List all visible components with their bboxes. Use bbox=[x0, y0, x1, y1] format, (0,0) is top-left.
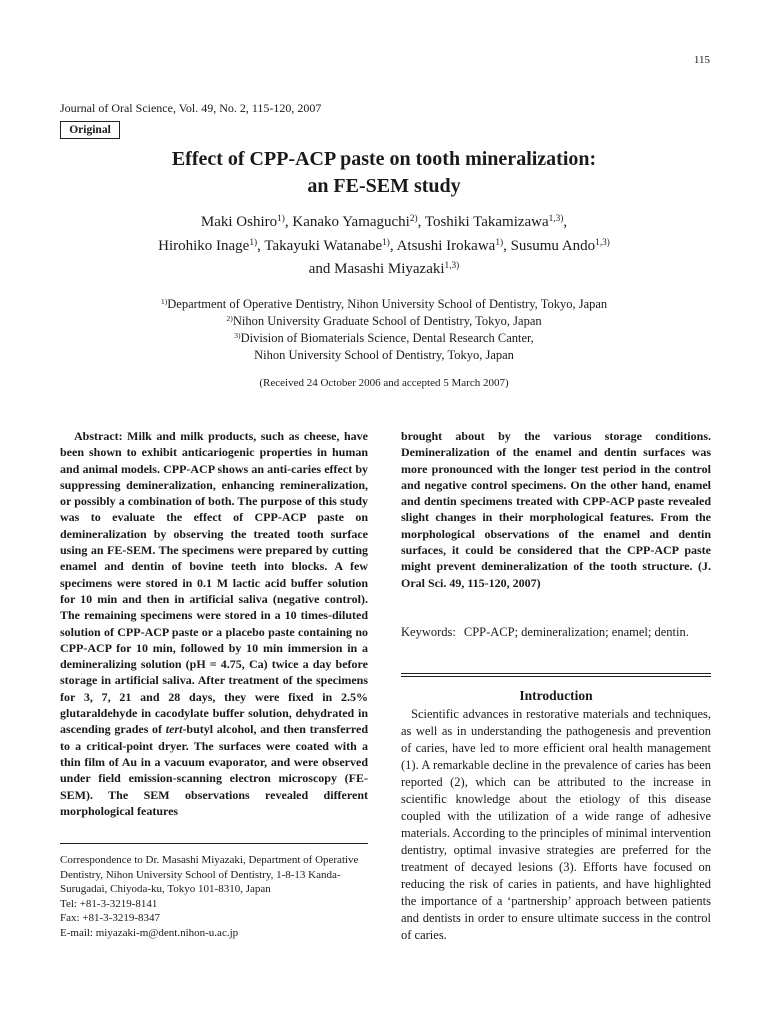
affiliation-2 bbox=[0, 313, 768, 330]
article-title bbox=[0, 146, 768, 200]
keywords-label: Keywords: bbox=[401, 625, 456, 639]
affiliation-3-cont: Nihon University School of Dentistry, Tokyo, Japan bbox=[254, 348, 514, 362]
abstract-text: Milk and milk products, such as cheese, have been shown to exhibit anticariogenic properties in human and animal models. CPP-ACP shows an anti-caries effect by suppressing demineralization, enhancing remineralization, or possibly a combination of both. The purpose of this study was to evaluate the effect of CPP-ACP paste on demineralization by observing the treated tooth surface using an FE-SEM. The specimens were prepared by cutting enamel and dentin of bovine teeth into blocks. A few specimens were stored in 0.1 M lactic acid buffer solution for 10 min and then in artificial saliva (negative control). The remaining specimens were stored in a 10 times-diluted solution of CPP-ACP paste or a placebo paste containing no CPP-ACP for 10 min, followed by 10 min immersion in a demineralizing solution (pH = 4.75, Ca) twice a day before storage in artificial saliva. After treatment of the specimens for 3, 7, 21 and 28 days, they were fixed in 2.5% glutaraldehyde in cacodylate buffer solution, dehydrated in ascending grades of bbox=[60, 429, 368, 737]
author-affil-sup: 1,3) bbox=[444, 260, 460, 271]
author-affil-sup: 1) bbox=[277, 213, 285, 224]
footnote-divider bbox=[60, 843, 368, 844]
author-affil-sup: 1) bbox=[495, 237, 504, 248]
journal-reference: Journal of Oral Science, Vol. 49, No. 2, 115-120, 2007 bbox=[60, 101, 322, 115]
author-line-1 bbox=[0, 211, 768, 235]
author-line-2 bbox=[0, 235, 768, 259]
author-affil-sup: 1,3) bbox=[595, 237, 610, 248]
affiliation-sup: 3) bbox=[234, 330, 241, 340]
title-line-1: Effect of CPP-ACP paste on tooth mineralization: bbox=[171, 148, 597, 170]
correspondence-email: E-mail: miyazaki-m@dent.nihon-u.ac.jp bbox=[60, 926, 239, 939]
affiliation-sup: 2) bbox=[226, 313, 233, 323]
title-line-2: an FE-SEM study bbox=[307, 175, 461, 197]
author-name: , Kanako Yamaguchi bbox=[284, 214, 410, 230]
abstract-continuation: brought about by the various storage conditions. Demineralization of the enamel and dentin surfaces was more pronounced with the longer test period in the control and negative control specimens. On the other hand, enamel and dentin specimens treated with CPP-ACP paste revealed slight changes in their morphological features. From the morphological observations of the enamel and dentin surfaces, it could be considered that the CPP-ACP paste might prevent demineralization of the tooth structure. (J. Oral Sci. 49, 115-120, 2007) bbox=[401, 429, 711, 590]
affiliations bbox=[0, 296, 768, 364]
abstract bbox=[60, 428, 368, 819]
keywords-value: CPP-ACP; demineralization; enamel; dentin. bbox=[463, 625, 689, 639]
correspondence-tel: Tel: +81-3-3219-8141 bbox=[60, 897, 158, 910]
affiliation-1 bbox=[0, 296, 768, 313]
author-name: , Susumu Ando bbox=[503, 237, 596, 254]
affiliation-3 bbox=[0, 330, 768, 347]
affiliation-text: Division of Biomaterials Science, Dental Research Canter, bbox=[240, 331, 534, 345]
received-dates: (Received 24 October 2006 and accepted 5 March 2007) bbox=[259, 377, 509, 389]
page-number: 115 bbox=[693, 54, 710, 66]
affiliation-text: Department of Operative Dentistry, Nihon University School of Dentistry, Tokyo, Japan bbox=[167, 297, 608, 311]
abstract-italic-term: tert bbox=[165, 722, 183, 737]
author-name: Hirohiko Inage bbox=[158, 237, 250, 254]
keywords bbox=[401, 624, 711, 641]
introduction-body: Scientific advances in restorative materials and techniques, as well as in understanding the pathogenesis and prevention of caries, have led to more efficient oral health management (1). A remarkable decline in the prevalence of caries has been reported (2), which can be attributed to the increase in scientific knowledge about the etiology of this disease coupled with the utilization of a wide range of adhesive materials. According to the principles of minimal intervention dentistry, optimal invasive strategies are preferred for the treatment of decayed lesions (3). Efforts have focused on reducing the risk of caries in patients, and have highlighted the importance of a ‘partnership’ approach between patients and dentists in order to ensure ultimate success in the control of caries. bbox=[401, 707, 711, 942]
author-name: , Toshiki Takamizawa bbox=[417, 214, 549, 230]
section-divider bbox=[401, 676, 711, 677]
abstract-label: Abstract: bbox=[74, 429, 123, 443]
abstract-paragraph bbox=[60, 428, 368, 819]
abstract-text: -butyl alcohol, and then transferred to a critical-point dryer. The surfaces were coated with a thin film of Au in a vacuum evaporator, and were observed under field emission-scanning electron microscopy (FE-SEM). The SEM observations revealed different morphological features bbox=[60, 722, 368, 818]
section-badge: Original bbox=[60, 121, 120, 139]
correspondence-fax: Fax: +81-3-3219-8347 bbox=[60, 912, 160, 924]
affiliation-text: Nihon University Graduate School of Dentistry, Tokyo, Japan bbox=[232, 314, 542, 328]
author-affil-sup: 1) bbox=[382, 237, 390, 248]
correspondence bbox=[60, 853, 368, 940]
author-line-3 bbox=[0, 258, 768, 282]
author-name: Maki Oshiro bbox=[200, 214, 278, 230]
section-divider bbox=[401, 673, 711, 674]
author-separator: , bbox=[563, 214, 568, 230]
author-list bbox=[0, 211, 768, 282]
author-name: , Takayuki Watanabe bbox=[257, 237, 383, 254]
author-name: and Masashi Miyazaki bbox=[308, 261, 445, 277]
correspondence-address: Correspondence to Dr. Masashi Miyazaki, Department of Operative Dentistry, Nihon University School of Dentistry, 1-8-13 Kanda-Surugadai, Chiyoda-ku, Tokyo 101-8310, Japan bbox=[60, 854, 359, 895]
author-affil-sup: 1,3) bbox=[548, 213, 564, 224]
author-affil-sup: 2) bbox=[409, 213, 418, 224]
affiliation-sup: 1) bbox=[160, 296, 168, 306]
author-name: , Atsushi Irokawa bbox=[389, 237, 496, 254]
introduction-heading: Introduction bbox=[519, 688, 593, 703]
author-affil-sup: 1) bbox=[249, 237, 258, 248]
